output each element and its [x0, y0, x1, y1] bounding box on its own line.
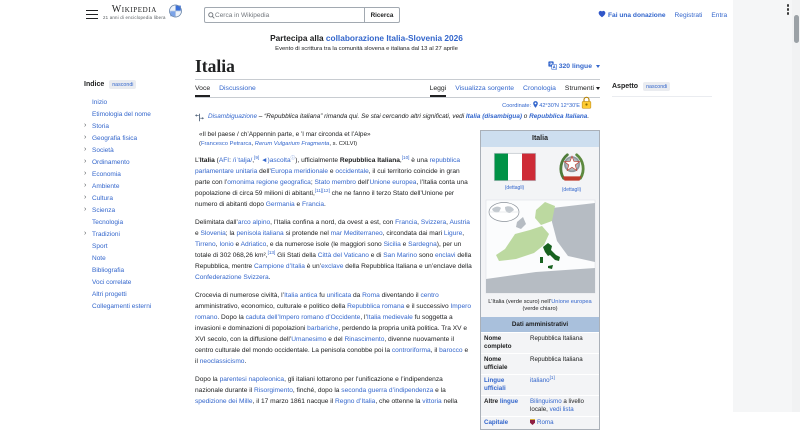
- namespace-tabs: [195, 82, 256, 97]
- toc-item-label: Voci correlate: [92, 278, 132, 286]
- inline-link[interactable]: Ionio: [219, 240, 234, 248]
- inline-link[interactable]: Disambiguazione: [208, 113, 258, 120]
- toc-item-label: Note: [92, 254, 106, 262]
- text-segment: , e da numerose isole (le maggiori sono: [266, 240, 384, 248]
- inline-link[interactable]: Lingue ufficiali: [484, 377, 506, 392]
- infobox-rows: [481, 332, 599, 430]
- chevron-down-icon: [596, 65, 600, 68]
- text-segment: .: [587, 113, 590, 120]
- text-segment: e il: [195, 346, 469, 365]
- text-segment: , gli italiani lottarono per l’unificazione e l’indipendenza nazionale durante il: [195, 375, 443, 394]
- text-segment: diventando il: [379, 291, 421, 299]
- inline-link[interactable]: Sicilia: [383, 240, 401, 248]
- reference-link[interactable]: [10]: [401, 154, 410, 160]
- inline-link[interactable]: lingue: [499, 398, 519, 405]
- inline-link[interactable]: barbariche: [307, 324, 339, 332]
- text-segment: o: [522, 113, 530, 120]
- toc-item-tradizioni[interactable]: [84, 228, 190, 240]
- text-segment: , divenne nuovamente il centro culturale del mondo occidentale. La penisola conobbe poi la: [195, 335, 455, 354]
- text-segment: – “Repubblica italiana” rimanda qui. Se stai cercando altri significati, vedi: [257, 113, 466, 120]
- toc-item-label: Ambiente: [92, 182, 120, 190]
- text-segment: fu: [317, 291, 327, 299]
- text-segment: .: [244, 357, 247, 365]
- text-segment: Repubblica Italiana: [530, 356, 583, 363]
- inline-link[interactable]: vedi lista: [549, 405, 574, 413]
- text-segment: fu soggetta a invasioni e dominazioni di popolazioni: [195, 313, 453, 332]
- text-segment: e: [328, 167, 336, 175]
- inline-link[interactable]: Bilinguismo: [530, 398, 562, 405]
- inline-link[interactable]: Regno d’Italia: [335, 397, 376, 405]
- map-caption: [481, 297, 599, 317]
- inline-link[interactable]: Roma: [362, 291, 380, 299]
- text-segment: , il 17 marzo 1861 nacque il: [252, 397, 336, 405]
- inline-link[interactable]: controriforma: [391, 346, 431, 354]
- toc-item-sport[interactable]: [84, 240, 190, 252]
- text-segment: ,: [446, 218, 450, 226]
- inline-link[interactable]: exclave: [321, 262, 344, 270]
- text-segment: Repubblica Italiana: [339, 156, 400, 164]
- text-segment: che ne fanno il terzo Stato dell’Unione per numero di abitanti dopo: [195, 189, 455, 208]
- inline-link[interactable]: repubblica parlamentare unitaria: [195, 156, 461, 175]
- toc-item-label: Scienza: [92, 206, 116, 214]
- page-title: Italia: [195, 56, 235, 76]
- heart-icon: [598, 10, 606, 20]
- inline-link[interactable]: Ligure: [443, 229, 463, 237]
- table-of-contents: [84, 80, 190, 312]
- text-segment: ,: [251, 140, 255, 147]
- italy-flag-image[interactable]: [494, 153, 536, 181]
- language-icon: [548, 61, 557, 72]
- expand-chevron-icon[interactable]: ›: [84, 182, 87, 189]
- inline-link[interactable]: Rerum Vulgarium Fragmenta: [254, 140, 330, 147]
- page-background-gap: [733, 0, 800, 412]
- text-segment: ,: [462, 229, 465, 237]
- inline-link[interactable]: Slovenia: [200, 229, 226, 237]
- inline-link[interactable]: omonima regione geografica: [227, 178, 311, 186]
- text-segment: Nome ufficiale: [484, 356, 508, 371]
- inline-link[interactable]: Germania: [265, 200, 295, 208]
- text-segment: e di: [368, 251, 384, 259]
- coordinates-label: Coordinate:: [502, 103, 532, 109]
- text-segment: Delimitata dall’: [195, 218, 238, 226]
- languages-count: 320 lingue: [558, 62, 592, 70]
- inline-link[interactable]: Campione d’Italia: [254, 262, 305, 270]
- text-segment: dell’: [355, 178, 370, 186]
- text-segment: .: [268, 273, 271, 281]
- donate-link[interactable]: [598, 10, 666, 20]
- inline-link[interactable]: San Marino: [383, 251, 417, 259]
- sitenotice-banner: [0, 33, 733, 53]
- inline-link[interactable]: Umanesimo: [291, 335, 327, 343]
- inline-link[interactable]: ◄)ascolta: [261, 156, 291, 164]
- country-infobox: [480, 130, 600, 431]
- search-bar: [204, 7, 400, 23]
- toc-item-collegamenti-esterni[interactable]: [84, 300, 190, 312]
- toc-item-tecnologia[interactable]: [84, 216, 190, 228]
- top-header: [0, 0, 733, 30]
- coordinates-bar: [195, 101, 600, 111]
- personal-tools: [598, 0, 727, 30]
- text-segment: ), ufficialmente: [295, 156, 340, 164]
- inline-link[interactable]: Repubblica Italiana: [529, 113, 588, 120]
- inline-link[interactable]: seconda guerra d’indipendenza: [341, 386, 434, 394]
- toc-item-voci-correlate[interactable]: [84, 276, 190, 288]
- toc-list: [84, 96, 190, 312]
- inline-link[interactable]: Italia medievale: [366, 313, 413, 321]
- tab-cronologia[interactable]: Cronologia: [523, 85, 556, 92]
- toc-title: Indice: [84, 81, 105, 88]
- tab-discussione[interactable]: Discussione: [219, 85, 256, 92]
- toc-item-label: Etimologia del nome: [92, 110, 151, 118]
- infobox-row-value: [528, 375, 599, 395]
- text-segment: è una: [409, 156, 430, 164]
- search-button[interactable]: Ricerca: [364, 7, 400, 23]
- inline-link[interactable]: barocco: [439, 346, 463, 354]
- text-segment: si protende nel: [283, 229, 331, 237]
- toc-item-ambiente[interactable]: [84, 180, 190, 192]
- inline-link[interactable]: Italia (disambigua): [465, 113, 523, 120]
- text-segment: :: [229, 156, 233, 164]
- text-segment: Nome completo: [484, 335, 512, 350]
- puzzle-globe-icon: [169, 4, 182, 23]
- toc-item-label: Inizio: [92, 98, 108, 106]
- more-options-icon[interactable]: [786, 4, 790, 15]
- inline-link[interactable]: mar Mediterraneo: [330, 229, 383, 237]
- text-segment: della Repubblica Italiana e un’enclave della: [343, 262, 472, 270]
- tab-voce[interactable]: Voce: [195, 82, 210, 97]
- text-segment: L’: [195, 156, 200, 164]
- italy-emblem-image[interactable]: [557, 151, 587, 183]
- disambiguation-icon: [195, 112, 205, 126]
- inline-link[interactable]: arco alpino: [237, 218, 271, 226]
- page-head: [195, 56, 600, 111]
- inline-link[interactable]: spedizione dei Mille: [195, 397, 253, 405]
- toc-item-societ[interactable]: [84, 144, 190, 156]
- text-segment: (: [199, 140, 201, 147]
- text-segment: ,: [252, 156, 255, 164]
- text-segment: e del: [326, 335, 345, 343]
- toc-item-label: Collegamenti esterni: [92, 302, 152, 310]
- languages-button[interactable]: [548, 61, 600, 72]
- text-segment: Dopo la: [195, 375, 220, 383]
- inline-link[interactable]: caduta dell’Impero romano d’Occidente: [245, 313, 361, 321]
- text-segment: a livello locale,: [530, 398, 584, 413]
- donate-label: Fai una donazione: [608, 11, 666, 19]
- inline-link[interactable]: Austria: [449, 218, 470, 226]
- inline-link[interactable]: italiano: [530, 377, 550, 384]
- infobox-row-label: [481, 375, 528, 395]
- toc-item-economia[interactable]: [84, 168, 190, 180]
- text-segment: Italia: [199, 156, 215, 164]
- inline-link[interactable]: Confederazione Svizzera: [195, 273, 269, 281]
- text-segment: (: [214, 156, 219, 164]
- text-segment: ,: [399, 156, 402, 164]
- register-link[interactable]: Registrati: [674, 11, 703, 19]
- logo-title: Wikipedia: [111, 4, 157, 15]
- europe-locator-map-image[interactable]: [481, 197, 599, 297]
- text-segment: , l’Italia conta una popolazione di circa 59 milioni di abitanti,: [195, 178, 468, 197]
- inline-link[interactable]: Rinascimento: [344, 335, 385, 343]
- text-segment: è un’: [304, 262, 322, 270]
- wikipedia-logo[interactable]: [103, 4, 182, 23]
- quote-text: «Il bel paese / ch’Appennin parte, e ’l mar circonda et l’Alpe»: [199, 130, 371, 138]
- emblem-details-link[interactable]: (dettagli): [561, 186, 582, 193]
- text-segment: , che ottenne la: [375, 397, 423, 405]
- text-segment: sono: [417, 251, 435, 259]
- toc-item-altri-progetti[interactable]: [84, 288, 190, 300]
- rome-shield-icon: [530, 419, 535, 425]
- infobox-title: Italia: [481, 131, 599, 147]
- inline-link[interactable]: Tirreno: [195, 240, 216, 248]
- inline-link[interactable]: Risorgimento: [254, 386, 293, 394]
- text-segment: dell’: [257, 167, 271, 175]
- text-segment: L’Italia (verde scuro) nell’: [488, 298, 552, 305]
- toc-item-ordinamento[interactable]: [84, 156, 190, 168]
- chevron-down-icon: [596, 87, 600, 90]
- toc-item-label: Economia: [92, 170, 121, 178]
- text-segment: e: [195, 229, 201, 237]
- text-segment: ,: [215, 240, 220, 248]
- text-segment: Crocevia di numerose civiltà, l’: [195, 291, 285, 299]
- toc-item-label: Bibliografia: [92, 266, 125, 274]
- infobox-row-value: [528, 396, 599, 416]
- hamburger-menu-icon[interactable]: [86, 10, 98, 20]
- toc-item-label: Tecnologia: [92, 218, 124, 226]
- toc-item-label: Tradizioni: [92, 230, 120, 238]
- view-tabs: [430, 82, 600, 97]
- inline-link[interactable]: Repubblica romana: [347, 302, 405, 310]
- inline-link[interactable]: Capitale: [484, 419, 509, 426]
- text-segment: e la: [433, 386, 446, 394]
- text-segment: e il successivo: [404, 302, 451, 310]
- expand-chevron-icon[interactable]: ›: [84, 230, 87, 237]
- text-segment: , finché, dopo la: [292, 386, 342, 394]
- toc-item-inizio[interactable]: [84, 96, 190, 108]
- scrollbar[interactable]: [792, 0, 800, 412]
- expand-chevron-icon[interactable]: ›: [84, 122, 87, 129]
- inline-link[interactable]: neoclassicismo: [199, 357, 245, 365]
- toc-item-label: Altri progetti: [92, 290, 127, 298]
- toc-item-geografia-fisica[interactable]: [84, 132, 190, 144]
- expand-chevron-icon[interactable]: ›: [84, 170, 87, 177]
- inline-link[interactable]: occidentale: [335, 167, 369, 175]
- inline-link[interactable]: unificata: [326, 291, 352, 299]
- text-segment: nella: [441, 397, 458, 405]
- inline-link[interactable]: Svizzera: [420, 218, 447, 226]
- hatnote: [195, 112, 600, 126]
- infobox-row-value: [528, 333, 599, 353]
- inline-link[interactable]: parentesi napoleonica: [219, 375, 285, 383]
- login-link[interactable]: Entra: [711, 11, 728, 19]
- infobox-row-value: [528, 417, 599, 430]
- inline-link[interactable]: Sardegna: [408, 240, 437, 248]
- reference-link[interactable]: [11][12]: [314, 187, 330, 193]
- infobox-row-label: [481, 354, 528, 374]
- inline-link[interactable]: Adriatico: [240, 240, 267, 248]
- infobox-row: [481, 353, 599, 374]
- text-segment: e: [294, 200, 303, 208]
- toc-item-scienza[interactable]: [84, 204, 190, 216]
- toc-hide-button[interactable]: nascondi: [109, 80, 136, 89]
- infobox-row-label: [481, 417, 528, 430]
- infobox-row: [481, 416, 599, 430]
- flag-details-link[interactable]: (dettagli): [504, 184, 525, 191]
- text-segment: ;: [310, 178, 315, 186]
- toc-item-storia[interactable]: [84, 120, 190, 132]
- inline-link[interactable]: Roma: [537, 419, 554, 426]
- text-segment: ; la: [225, 229, 237, 237]
- infobox-row-label: [481, 333, 528, 353]
- toc-item-label: Geografia fisica: [92, 134, 138, 142]
- inline-link[interactable]: vittoria: [422, 397, 442, 405]
- text-segment: Altre: [484, 398, 500, 405]
- text-segment: .: [324, 200, 326, 208]
- tab-strumenti[interactable]: Strumenti: [565, 82, 600, 97]
- text-segment: , l’: [360, 313, 367, 321]
- text-segment: da: [351, 291, 363, 299]
- reference-link[interactable]: [1]: [549, 374, 555, 380]
- inline-link[interactable]: Italia antica: [284, 291, 318, 299]
- infobox-row-label: [481, 396, 528, 416]
- text-segment: della Repubblica, mentre: [195, 251, 472, 270]
- infobox-section-header: Dati amministrativi: [481, 317, 599, 332]
- appearance-panel: [612, 82, 712, 97]
- tab-leggi[interactable]: Leggi: [430, 82, 447, 97]
- inline-link[interactable]: Unione europea: [369, 178, 417, 186]
- inline-link[interactable]: penisola italiana: [236, 229, 284, 237]
- text-segment: , perdendo la propria unità politica. Tra XV e XVI secolo, con la diffusione dell’: [195, 324, 467, 343]
- text-segment: e: [233, 240, 241, 248]
- toc-item-label: Storia: [92, 122, 109, 130]
- search-icon: [208, 6, 215, 24]
- search-box[interactable]: [204, 7, 365, 23]
- infobox-row-value: [528, 354, 599, 374]
- text-segment: , il cui territorio coincide in gran parte con l’: [195, 167, 460, 186]
- expand-chevron-icon[interactable]: ›: [84, 194, 87, 201]
- inline-link[interactable]: enclavi: [434, 251, 456, 259]
- appearance-hide-button[interactable]: nascondi: [643, 82, 670, 91]
- logo-tagline: 21 anni di enciclopedia libera: [103, 15, 166, 20]
- text-segment: amministrativo, economico, culturale e politico della: [195, 302, 348, 310]
- reference-link[interactable]: [9]: [254, 154, 260, 160]
- search-input[interactable]: [215, 12, 361, 19]
- text-segment: e: [400, 240, 409, 248]
- inline-link[interactable]: /iˈtalja/: [232, 156, 253, 164]
- inline-link[interactable]: Unione europea: [551, 298, 592, 305]
- scrollbar-thumb[interactable]: [794, 15, 799, 43]
- hatnote-text: [208, 112, 589, 126]
- text-segment: , s. CXLVI): [329, 140, 358, 147]
- infobox-row: [481, 332, 599, 353]
- text-segment: . Dopo la: [217, 313, 246, 321]
- appearance-title: Aspetto: [612, 83, 639, 90]
- toc-item-label: Cultura: [92, 194, 113, 202]
- expand-chevron-icon[interactable]: ›: [84, 206, 87, 213]
- reference-link[interactable]: ⓘ: [290, 154, 296, 160]
- text-segment: , l’Italia confina a nord, da ovest a est, con: [270, 218, 396, 226]
- expand-chevron-icon[interactable]: ›: [84, 134, 87, 141]
- inline-link[interactable]: Europa meridionale: [270, 167, 329, 175]
- inline-link[interactable]: Francesco Petrarca: [200, 140, 252, 147]
- toc-item-bibliografia[interactable]: [84, 264, 190, 276]
- toc-item-note[interactable]: [84, 252, 190, 264]
- infobox-row: [481, 395, 599, 416]
- inline-link[interactable]: Francia: [302, 200, 325, 208]
- toc-item-label: Ordinamento: [92, 158, 130, 166]
- expand-chevron-icon[interactable]: ›: [84, 158, 87, 165]
- banner-subtitle: Evento di scrittura tra la comunità slovena e italiana dal 13 al 27 aprile: [275, 46, 458, 52]
- inline-link[interactable]: Francia: [395, 218, 418, 226]
- text-segment: , circondata dai mari: [382, 229, 444, 237]
- expand-chevron-icon[interactable]: ›: [84, 146, 87, 153]
- inline-link[interactable]: centro: [420, 291, 439, 299]
- toc-item-etimologia-del-nome[interactable]: [84, 108, 190, 120]
- reference-link[interactable]: [13]: [267, 249, 276, 255]
- text-segment: ,: [417, 218, 421, 226]
- toc-item-label: Società: [92, 146, 114, 154]
- banner-text: Partecipa alla: [270, 33, 326, 43]
- article-body: [195, 112, 600, 435]
- inline-link[interactable]: Stato membro: [314, 178, 356, 186]
- banner-link[interactable]: collaborazione Italia-Slovenia 2026: [325, 33, 463, 43]
- text-segment: , il: [430, 346, 440, 354]
- inline-link[interactable]: AFI: [218, 156, 230, 164]
- infobox-row: [481, 374, 599, 395]
- text-segment: ), per un totale di 302 068,26 km²,: [195, 240, 462, 259]
- text-segment: (verde chiaro): [522, 306, 558, 312]
- inline-link[interactable]: Impero romano: [195, 302, 471, 321]
- toc-item-cultura[interactable]: [84, 192, 190, 204]
- inline-link[interactable]: Città del Vaticano: [317, 251, 369, 259]
- text-segment: Repubblica Italiana: [530, 335, 583, 342]
- text-segment: Gli Stati della: [275, 251, 318, 259]
- coordinates-value[interactable]: 42°30′N 12°30′E: [539, 103, 580, 109]
- toc-item-label: Sport: [92, 242, 108, 250]
- tab-visualizza-sorgente[interactable]: Visualizza sorgente: [455, 85, 515, 92]
